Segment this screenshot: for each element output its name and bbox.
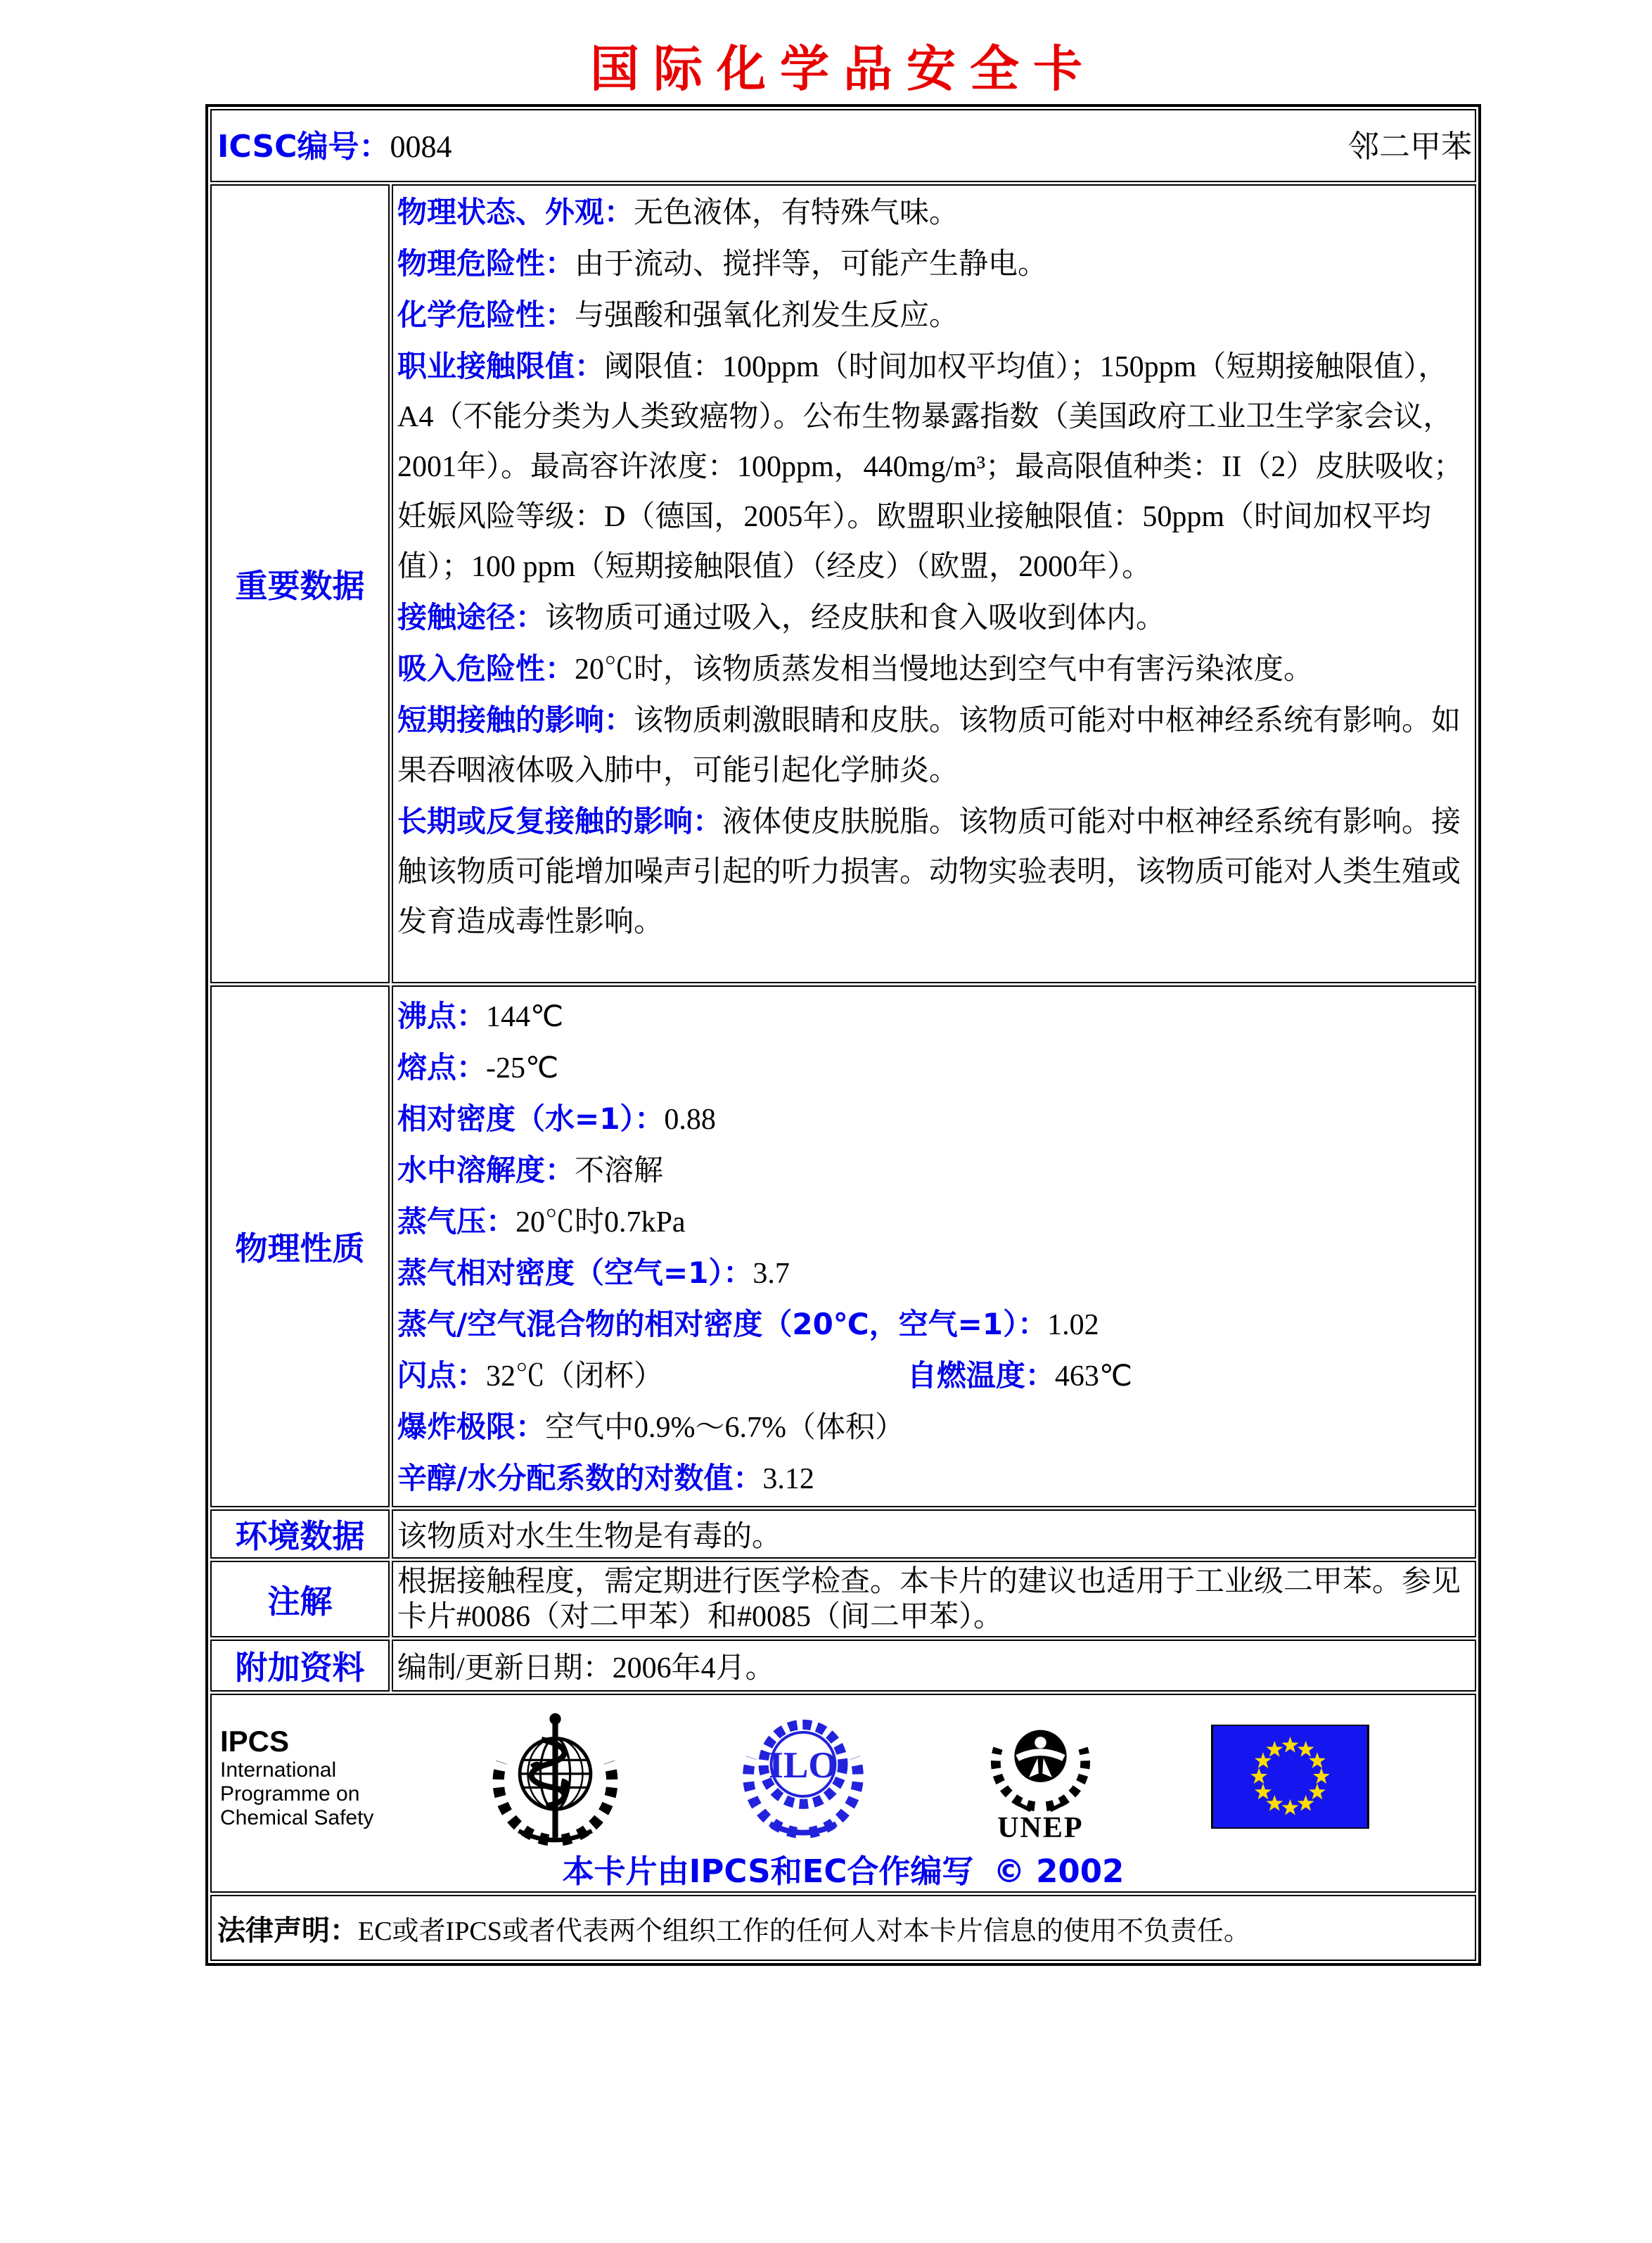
legal-label: 法律声明： — [217, 1914, 358, 1947]
copyright-text: © 2002 — [993, 1853, 1125, 1890]
header-cell — [210, 109, 1476, 182]
important-data-content — [392, 184, 1476, 983]
icsc-card-table — [205, 104, 1481, 1966]
unep-logo-icon — [982, 1709, 1099, 1815]
explosive-limits-line: 爆炸极限：空气中0.9%～6.7%（体积） — [397, 1410, 904, 1444]
physical-properties-content — [392, 985, 1476, 1507]
melting-point-line: 熔点：-25℃ — [397, 1050, 559, 1085]
ipcs-acronym: IPCS — [220, 1725, 290, 1758]
physical-properties-section-label: 物理性质 — [210, 985, 390, 1507]
legal-text: EC或者IPCS或者代表两个组织工作的任何人对本卡片信息的使用不负责任。 — [358, 1916, 1250, 1946]
section-important-data — [210, 184, 1476, 983]
vapor-density-line: 蒸气相对密度（空气=1）：3.7 — [397, 1255, 790, 1290]
section-physical-properties — [210, 985, 1476, 1507]
legal-cell — [210, 1895, 1476, 1961]
eu-flag-icon — [1211, 1725, 1369, 1829]
flash-point-autoignition-line — [397, 1350, 1471, 1402]
legal-row — [210, 1895, 1476, 1961]
octanol-water-partition-line: 辛醇/水分配系数的对数值：3.12 — [397, 1461, 814, 1495]
boiling-point-line: 沸点：144℃ — [397, 999, 564, 1033]
unep-logo-block — [982, 1709, 1099, 1842]
header-row — [210, 109, 1476, 182]
unep-label: UNEP — [997, 1812, 1084, 1844]
water-solubility-line: 水中溶解度：不溶解 — [397, 1153, 664, 1187]
cooperation-caption — [212, 1846, 1475, 1891]
chemical-name: 邻二甲苯 — [1348, 129, 1472, 164]
long-term-effects-item: 长期或反复接触的影响：液体使皮肤脱脂。该物质可能对中枢神经系统有影响。接触该物质可能增加噪声引起的听力损害。动物实验表明，该物质可能对人类生殖或发育造成毒性影响。 — [397, 804, 1461, 938]
relative-density-line: 相对密度（水=1）：0.88 — [397, 1101, 716, 1136]
section-additional-info — [210, 1640, 1476, 1692]
footer-logos-row — [210, 1694, 1476, 1893]
additional-info-content: 编制/更新日期：2006年4月。 — [392, 1640, 1476, 1692]
who-logo-icon — [487, 1709, 624, 1850]
vapor-pressure-line: 蒸气压：20℃时0.7kPa — [397, 1204, 686, 1239]
autoignition-field: 自燃温度：463℃ — [907, 1358, 1133, 1393]
short-term-effects-item: 短期接触的影响：该物质刺激眼睛和皮肤。该物质可能对中枢神经系统有影响。如果吞咽液体吸入肺中，可能引起化学肺炎。 — [397, 703, 1461, 787]
environmental-data-content: 该物质对水生生物是有毒的。 — [392, 1509, 1476, 1559]
vapor-air-mixture-density-line: 蒸气/空气混合物的相对密度（20℃，空气=1）：1.02 — [397, 1307, 1099, 1341]
exposure-routes-item: 接触途径：该物质可通过吸入，经皮肤和食入吸收到体内。 — [397, 600, 1166, 634]
section-notes — [210, 1561, 1476, 1637]
icsc-number-value: 0084 — [390, 129, 452, 164]
environmental-data-section-label: 环境数据 — [210, 1509, 390, 1559]
ilo-logo-icon — [736, 1709, 870, 1839]
caption-text: 本卡片由IPCS和EC合作编写 — [562, 1853, 974, 1890]
ilo-letters: ILO — [768, 1744, 838, 1787]
logo-strip — [212, 1695, 1475, 1844]
flash-point-field: 闪点：32℃（闭杯） — [397, 1358, 664, 1393]
physical-danger-item: 物理危险性：由于流动、搅拌等，可能产生静电。 — [397, 246, 1048, 281]
eu-flag-wrap — [1211, 1725, 1369, 1832]
physical-state-item: 物理状态、外观：无色液体，有特殊气味。 — [397, 195, 959, 229]
chemical-danger-item: 化学危险性：与强酸和强氧化剂发生反应。 — [397, 298, 959, 332]
footer-logos-cell — [210, 1694, 1476, 1893]
occupational-exposure-item: 职业接触限值：阈限值：100ppm（时间加权平均值）；150ppm（短期接触限值），A4（不能分类为人类致癌物）。公布生物暴露指数（美国政府工业卫生学家会议，2001年）。最高容许浓度：100ppm，440mg/m³；最高限值种类：II（2）皮肤吸收；妊娠风险等级：D（德国，2005年）。欧盟职业接触限值：50ppm（时间加权平均值）；100 ppm（短期接触限值）（经皮）（欧盟，2000年）。 — [397, 349, 1464, 583]
icsc-number-label: ICSC编号： — [217, 129, 390, 165]
notes-section-label: 注解 — [210, 1561, 390, 1637]
inhalation-risk-item: 吸入危险性：20℃时，该物质蒸发相当慢地达到空气中有害污染浓度。 — [397, 651, 1314, 686]
ipcs-text-block: IPCS International Programme on Chemical Safety — [220, 1725, 374, 1829]
section-environmental-data — [210, 1509, 1476, 1559]
important-data-section-label: 重要数据 — [210, 184, 390, 983]
icsc-number-group — [217, 121, 452, 166]
notes-content: 根据接触程度，需定期进行医学检查。本卡片的建议也适用于工业级二甲苯。参见卡片#0086（对二甲苯）和#0085（间二甲苯）。 — [392, 1561, 1476, 1637]
page-title: 国际化学品安全卡 — [590, 40, 1096, 98]
additional-info-section-label: 附加资料 — [210, 1640, 390, 1692]
